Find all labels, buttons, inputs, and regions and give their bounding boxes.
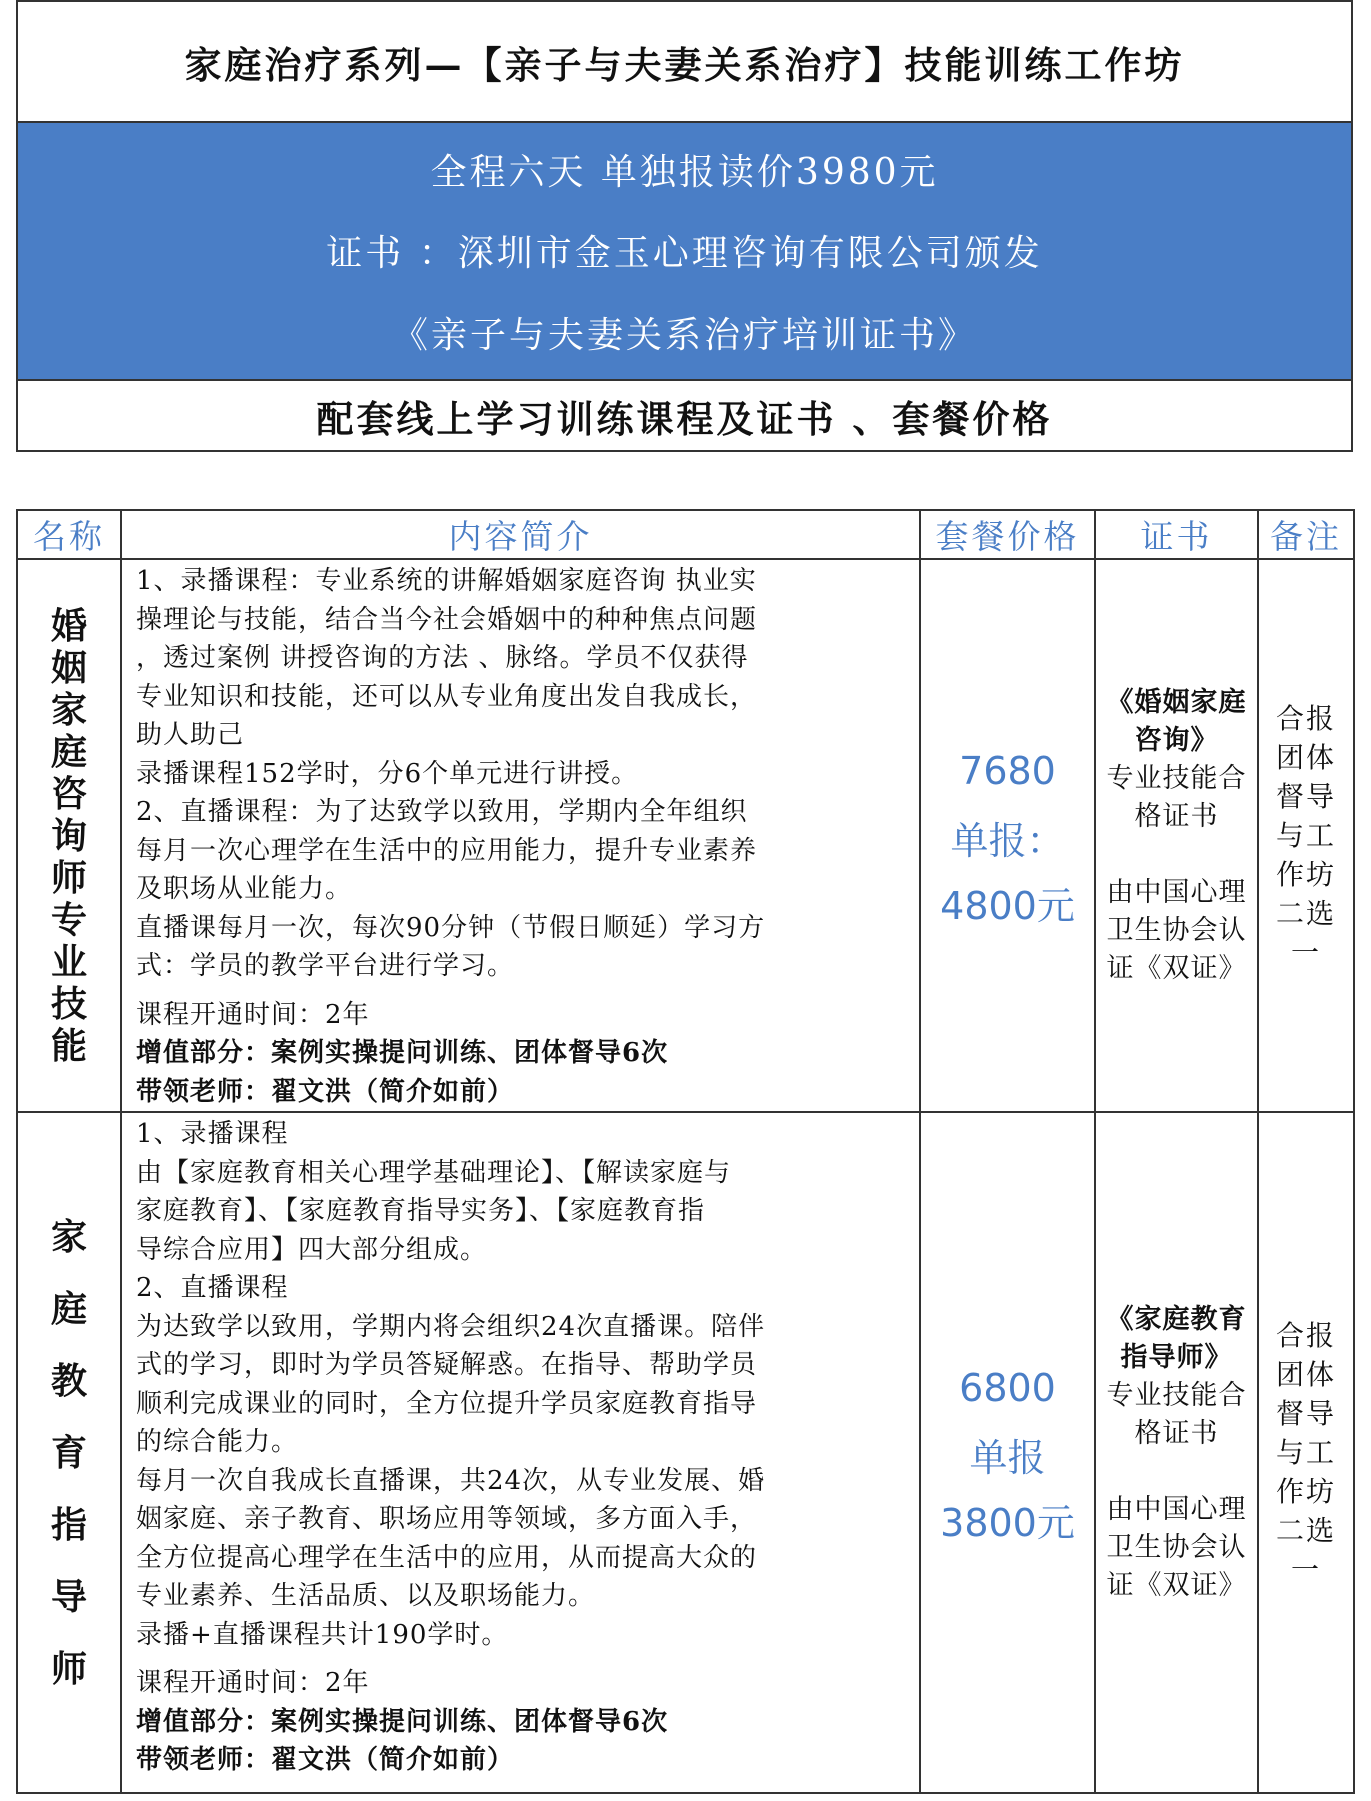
row-price-cell	[920, 559, 1095, 1112]
header-cert: 证书	[1095, 510, 1258, 559]
desc-line: 导综合应用】四大部分组成。	[136, 1234, 488, 1265]
table-row	[17, 1112, 1354, 1793]
cert-title: 《家庭教育指导师》	[1106, 1303, 1247, 1373]
desc-line: 直播课每月一次，每次90分钟（节假日顺延）学习方	[136, 912, 766, 943]
package-price: 6800	[959, 1365, 1056, 1410]
open-time: 课程开通时间：2年	[136, 999, 370, 1030]
desc-line: 姻家庭、亲子教育、职场应用等领域，多方面入手，	[136, 1504, 758, 1534]
teacher: 带领老师：翟文洪（简介如前）	[136, 1076, 515, 1107]
banner-cert-line: 证书 ：深圳市金玉心理咨询有限公司颁发	[326, 233, 1043, 275]
header-price: 套餐价格	[920, 510, 1095, 559]
desc-line: 操理论与技能，结合当今社会婚姻中的种种焦点问题	[136, 604, 758, 635]
note-text: 合报团体督导与工作坊二选一	[1275, 1319, 1336, 1586]
package-table	[16, 509, 1355, 1794]
row-desc-cell	[121, 559, 920, 1112]
course-name: 婚姻家庭咨询师专业技能	[50, 604, 87, 1067]
desc-line: 每月一次自我成长直播课，共24次，从专业发展、婚	[136, 1465, 766, 1496]
desc-line: 式：学员的教学平台进行学习。	[136, 951, 515, 981]
single-price: 3800元	[940, 1500, 1075, 1545]
row-note-cell	[1258, 559, 1354, 1112]
desc-line: 1、录播课程：专业系统的讲解婚姻家庭咨询 执业实	[136, 566, 757, 596]
value-add: 增值部分：案例实操提问训练、团体督导6次	[136, 1038, 669, 1068]
banner-price-line: 全程六天 单独报读价3980元	[430, 152, 939, 194]
value-add: 增值部分：案例实操提问训练、团体督导6次	[136, 1706, 669, 1737]
single-price: 4800元	[940, 883, 1075, 928]
desc-line: 1、录播课程	[136, 1119, 289, 1149]
row-price-cell	[920, 1112, 1095, 1793]
title-row	[18, 2, 1351, 123]
row-note-cell	[1258, 1112, 1354, 1793]
desc-line: 全方位提高心理学在生活中的应用，从而提高大众的	[136, 1542, 758, 1573]
package-price: 7680	[959, 748, 1056, 793]
table-header-row	[17, 510, 1354, 559]
desc-line: 录播+直播课程共计190学时。	[136, 1619, 509, 1650]
desc-line: ，透过案例 讲授咨询的方法 、脉络。学员不仅获得	[136, 643, 749, 673]
cert-subtitle: 专业技能合格证书	[1106, 1379, 1247, 1449]
header-name: 名称	[17, 510, 121, 559]
header-box	[16, 0, 1353, 452]
desc-line: 每月一次心理学在生活中的应用能力，提升专业素养	[136, 835, 758, 866]
table-row	[17, 559, 1354, 1112]
teacher: 带领老师：翟文洪（简介如前）	[136, 1745, 515, 1775]
row-name-cell	[17, 559, 121, 1112]
desc-line: 及职场从业能力。	[136, 874, 353, 904]
cert-issuer: 由中国心理卫生协会认证《双证》	[1106, 1493, 1247, 1601]
subtitle-row	[18, 381, 1351, 450]
single-price-label: 单报：	[950, 818, 1065, 863]
cert-issuer: 由中国心理卫生协会认证《双证》	[1106, 876, 1247, 984]
desc-line: 2、直播课程	[136, 1273, 289, 1303]
desc-line: 2、直播课程：为了达致学以致用，学期内全年组织	[136, 797, 748, 827]
desc-line: 的综合能力。	[136, 1427, 299, 1457]
cert-subtitle: 专业技能合格证书	[1106, 762, 1247, 832]
desc-line: 顺利完成课业的同时，全方位提升学员家庭教育指导	[136, 1388, 758, 1419]
desc-line: 录播课程152学时，分6个单元进行讲授。	[136, 758, 639, 789]
header-desc: 内容简介	[121, 510, 920, 559]
row-desc-cell	[121, 1112, 920, 1793]
desc-line: 助人助己	[136, 720, 245, 750]
cert-title: 《婚姻家庭咨询》	[1106, 686, 1247, 756]
price-banner	[18, 123, 1351, 381]
single-price-label: 单报	[969, 1435, 1046, 1480]
banner-cert-name: 《亲子与夫妻关系治疗培训证书》	[391, 314, 977, 356]
desc-line: 专业知识和技能，还可以从专业角度出发自我成长，	[136, 681, 758, 712]
row-name-cell	[17, 1112, 121, 1793]
desc-line: 式的学习，即时为学员答疑解惑。在指导、帮助学员	[136, 1350, 758, 1380]
desc-line: 家庭教育】、【家庭教育指导实务】、【家庭教育指	[136, 1196, 706, 1226]
open-time: 课程开通时间：2年	[136, 1668, 370, 1698]
header-note: 备注	[1258, 510, 1354, 559]
desc-line: 专业素养、生活品质、以及职场能力。	[136, 1581, 596, 1611]
page-title: 家庭治疗系列—【亲子与夫妻关系治疗】技能训练工作坊	[184, 42, 1185, 87]
row-cert-cell	[1095, 1112, 1258, 1793]
row-cert-cell	[1095, 559, 1258, 1112]
desc-line: 为达致学以致用，学期内将会组织24次直播课。陪伴	[136, 1311, 766, 1342]
course-name: 家庭教育指导师	[50, 1215, 87, 1690]
subtitle: 配套线上学习训练课程及证书 、套餐价格	[316, 396, 1053, 441]
desc-line: 由【家庭教育相关心理学基础理论】、【解读家庭与	[136, 1157, 732, 1188]
note-text: 合报团体督导与工作坊二选一	[1275, 702, 1336, 969]
